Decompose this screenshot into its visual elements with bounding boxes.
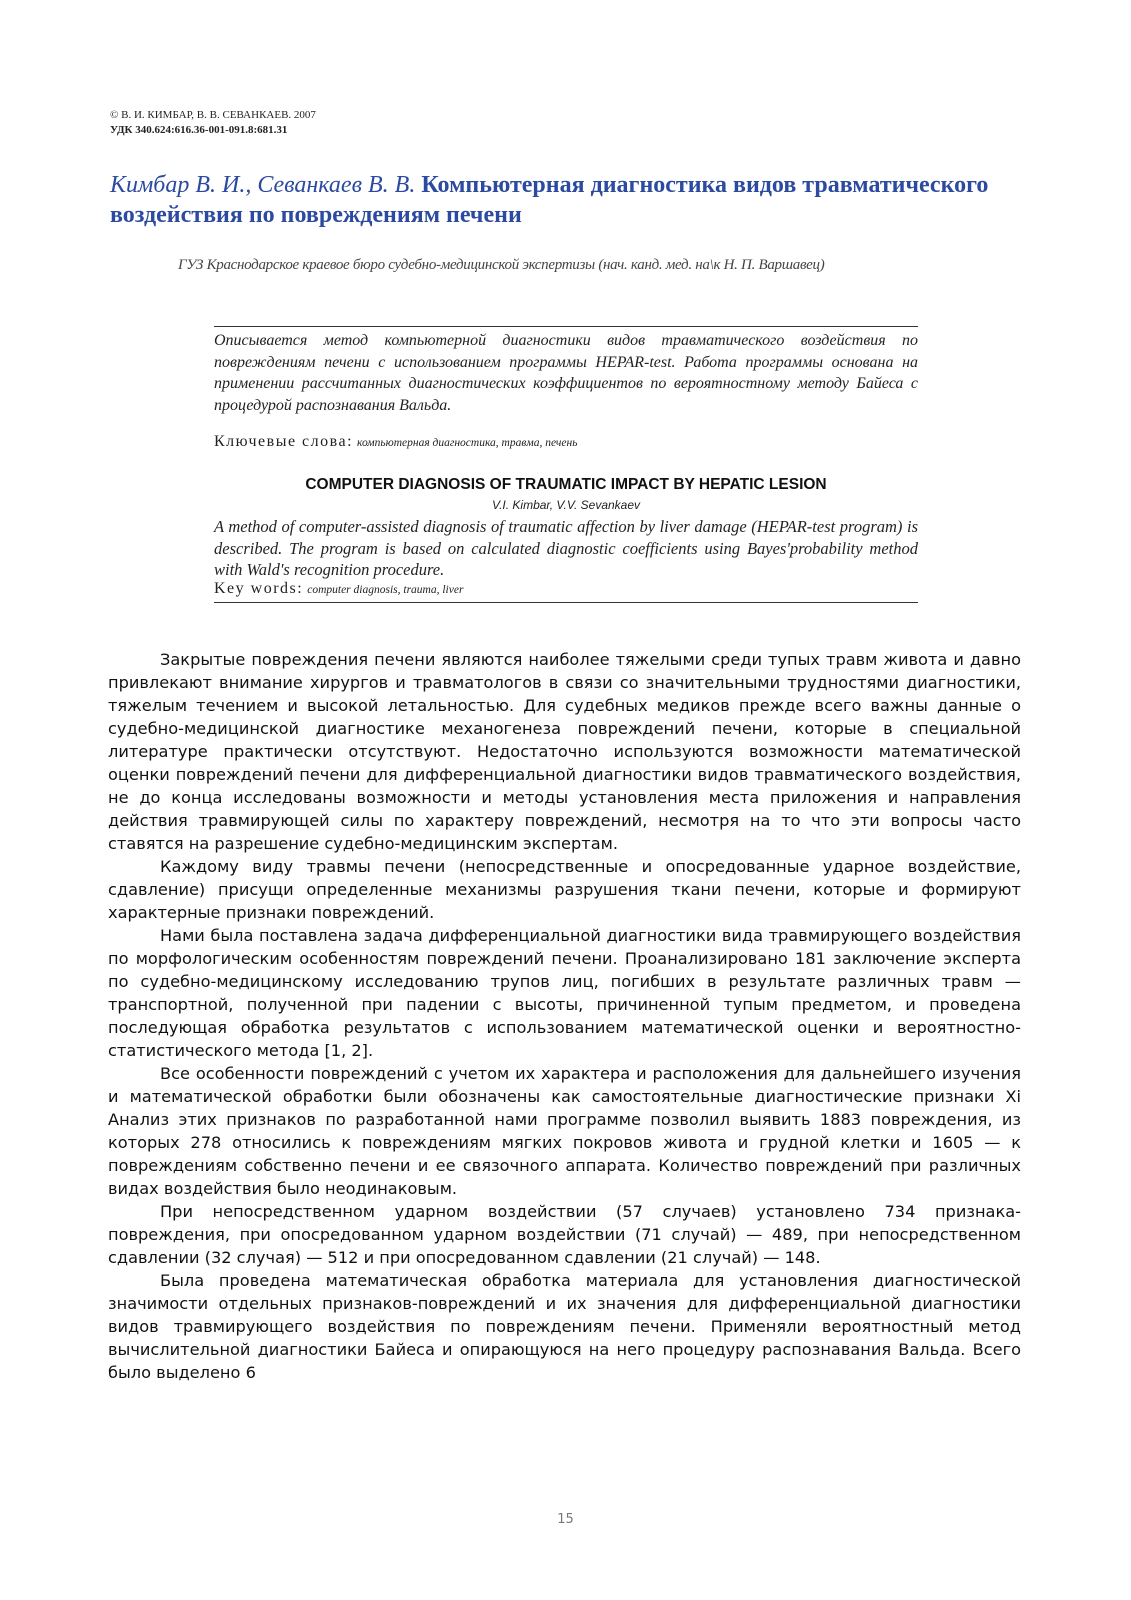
body-paragraph: Была проведена математическая обработка материала для установления диагностической значимости отдельных признаков-повреждений и их значения для дифференциальной диагностики видов травмирующего воздействия по повреждениям печени. Применяли вероятностный метод вычислительной диагностики Байеса и опирающуюся на него процедуру распознавания Вальда. Всего было выделено 6 [108, 1271, 1021, 1382]
title-text: Компьютерная диагностика видов травматического воздействия по повреждениям печени [110, 172, 989, 228]
body-paragraph: Нами была поставлена задача дифференциальной диагностики вида травмирующего воздействия по морфологическим особенностям повреждений печени. Проанализировано 181 заключение эксперта по судебно-медицинскому исследованию трупов лиц, погибших в результате различных травм — транспортной, полученной при падении с высоты, причиненной тупым предметом, и проведена последующая обработка результатов с использованием математической оценки и вероятностно-статистического метода [1, 2]. [108, 926, 1021, 1060]
title-authors: Кимбар В. И., Севанкаев В. В. [110, 172, 416, 198]
page-number: 15 [557, 1512, 574, 1527]
keywords-en-label: Key words: [214, 580, 304, 597]
body-paragraph: Каждому виду травмы печени (непосредственные и опосредованные ударное воздействие, сдавление) присущи определенные механизмы разрушения ткани печени, которые и формируют характерные признаки повреждений. [108, 857, 1021, 922]
abstract-bottom-rule [214, 602, 918, 603]
article-title [110, 170, 1010, 230]
body-paragraph: Все особенности повреждений с учетом их характера и расположения для дальнейшего изучения и математической обработки были обозначены как самостоятельные диагностические признаки Xi Анализ этих признаков по разработанной нами программе позволил выявить 1883 повреждения, из которых 278 относились к повреждениям мягких покровов живота и грудной клетки и 1605 — к повреждениям собственно печени и ее связочного аппарата. Количество повреждений при различных видах воздействия было неодинаковым. [108, 1064, 1021, 1198]
keywords-ru-text: компьютерная диагностика, травма, печень [357, 437, 578, 449]
body-paragraph: При непосредственном ударном воздействии (57 случаев) установлено 734 признака-повреждения, при опосредованном ударном воздействии (71 случай) — 489, при непосредственном сдавлении (32 случая) — 512 и при опосредованном сдавлении (21 случай) — 148. [108, 1202, 1021, 1267]
english-authors: V.I. Kimbar, V.V. Sevankaev [491, 498, 641, 512]
keywords-ru [214, 433, 577, 451]
copyright-line: © В. И. КИМБАР, В. В. СЕВАНКАЕВ. 2007 [110, 109, 316, 121]
abstract-ru: Описывается метод компьютерной диагностики видов травматического воздействия по повреждениям печени с использованием программы HEPAR-test. Работа программы основана на применении рассчитанных диагностических коэффициентов по вероятностному методу Байеса с процедурой распознавания Вальда. [214, 332, 918, 415]
affiliation: ГУЗ Краснодарское краевое бюро судебно-медицинской экспертизы (нач. канд. мед. на\к Н. П. Варшавец) [178, 257, 825, 273]
keywords-en [214, 580, 463, 598]
abstract-top-rule [214, 326, 918, 327]
english-title: COMPUTER DIAGNOSIS OF TRAUMATIC IMPACT BY HEPATIC LESION [305, 476, 827, 493]
keywords-en-text: computer diagnosis, trauma, liver [307, 584, 464, 596]
udk-code: УДК 340.624:616.36-001-091.8:681.31 [110, 124, 288, 136]
keywords-ru-label: Ключевые слова: [214, 433, 354, 450]
abstract-en: A method of computer-assisted diagnosis of traumatic affection by liver damage (HEPAR-test program) is described. The program is based on calculated diagnostic coefficients using Bayes'probability method with Wald's recognition procedure. [214, 517, 918, 579]
body-paragraph: Закрытые повреждения печени являются наиболее тяжелыми среди тупых травм живота и давно привлекают внимание хирургов и травматологов в связи со значительными трудностями диагностики, тяжелым течением и высокой летальностью. Для судебных медиков прежде всего важны данные о судебно-медицинской диагностике механогенеза повреждений печени, которые в специальной литературе практически отсутствуют. Недостаточно используются возможности математической оценки повреждений печени для дифференциальной диагностики видов травматического воздействия, не до конца исследованы возможности и методы установления места приложения и направления действия травмирующей силы по характеру повреждений, несмотря на то что эти вопросы часто ставятся на разрешение судебно-медицинским экспертам. [108, 650, 1021, 853]
article-body [108, 648, 1021, 1384]
